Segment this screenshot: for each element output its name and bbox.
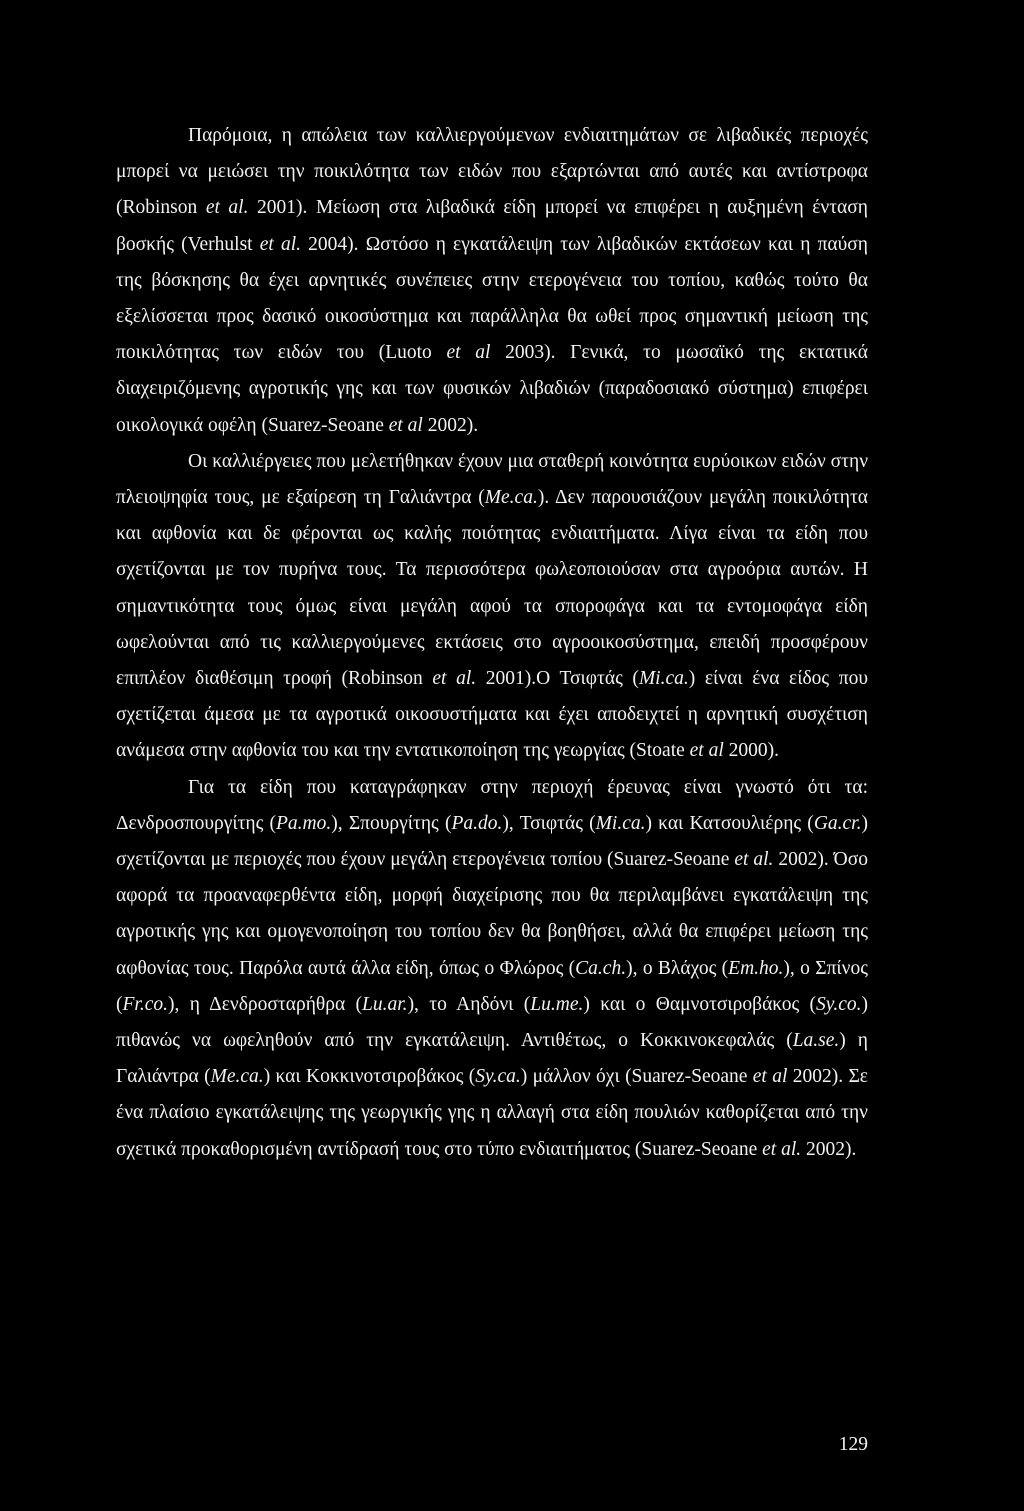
text-run: ) η Γαλιάντρα ( (116, 1030, 868, 1088)
citation-italic: et al. (432, 668, 477, 690)
citation-italic: et al. (205, 197, 249, 219)
text-run: ) μάλλον όχι (Suarez-Seoane (520, 1066, 753, 1088)
text-run: ) πιθανώς να ωφεληθούν από την εγκατάλειψη. Αντιθέτως, ο Κοκκινοκεφαλάς ( (116, 993, 868, 1052)
text-run: ), Σπουργίτης ( (331, 812, 452, 834)
text-run: ), ο Σπίνος ( (116, 957, 868, 1015)
text-run: 2002). Σε ένα πλαίσιο εγκατάλειψης της γεωργικής γης η αλλαγή στα είδη πουλιών καθορίζεται από την σχετικά προκαθορισμένη αντίδρασή τους στο τύπο ενδιαιτήματος (Suarez-Seoane (116, 1066, 868, 1160)
text-run: ) σχετίζονται με περιοχές που έχουν μεγάλη ετερογένεια τοπίου (Suarez-Seoane (116, 812, 868, 871)
citation-italic: et al (446, 342, 491, 364)
citation-italic: Sy.co. (816, 993, 862, 1015)
citation-italic: et al. (259, 233, 302, 255)
citation-italic: Fr.co. (122, 993, 168, 1015)
text-run: 2003). Γενικά, το μωσαϊκό της εκτατικά διαχειριζόμενης αγροτικής γης και των φυσικών λιβαδιών (παραδοσιακό σύστημα) επιφέρει οικολογικά οφέλη (Suarez-Seoane (116, 342, 868, 436)
citation-italic: Em.ho. (728, 957, 784, 979)
citation-italic: et al (752, 1066, 788, 1088)
citation-italic: Me.ca. (484, 487, 538, 509)
citation-italic: Sy.ca. (475, 1066, 521, 1088)
text-run: 2002). (422, 414, 479, 436)
citation-italic: La.se. (792, 1030, 840, 1052)
text-run: ), Τσιφτάς ( (502, 812, 596, 834)
paragraph-1 (116, 118, 868, 444)
citation-italic: et al. (762, 1138, 802, 1160)
citation-italic: et al. (734, 849, 774, 871)
text-run: ) είναι ένα είδος που σχετίζεται άμεσα με τα αγροτικά οικοσυστήματα και έχει αποδειχτεί η αρνητική συσχέτιση ανάμεσα στην αφθονία του και την εντατικοποίηση της γεωργίας (Stoate (116, 668, 868, 762)
text-run: 2001).Ο Τσιφτάς ( (476, 668, 639, 690)
citation-italic: Ca.ch. (575, 957, 627, 979)
text-run: ) και ο Θαμνοτσιροβάκος ( (583, 993, 817, 1015)
citation-italic: Mi.ca. (595, 812, 646, 834)
text-run: 2000). (723, 740, 780, 762)
text-run: ), το Αηδόνι ( (407, 993, 531, 1015)
citation-italic: Pa.mo. (276, 812, 332, 834)
citation-italic: Lu.me. (530, 993, 584, 1015)
text-run: 2004). Ωστόσο η εγκατάλειψη των λιβαδικών εκτάσεων και η παύση της βόσκησης θα έχει αρνητικές συνέπειες στην ετερογένεια του τοπίου, καθώς τούτο θα εξελίσσεται προς δασικό οικοσύστημα και παράλληλα θα ωθεί προς σημαντική μείωση της ποικιλότητας των ειδών του (Luoto (116, 233, 868, 364)
text-run: ), ο Βλάχος ( (626, 957, 729, 979)
paragraph-3 (116, 770, 868, 1168)
citation-italic: Lu.ar. (362, 993, 408, 1015)
body-text (116, 118, 868, 1168)
text-run: ) και Κατσουλιέρης ( (645, 812, 814, 834)
citation-italic: et al (689, 740, 724, 762)
text-run: Για τα είδη που καταγράφηκαν στην περιοχή έρευνας είναι γνωστό ότι τα: Δενδροσπουργίτης ( (116, 776, 868, 834)
text-run: ). Δεν παρουσιάζουν μεγάλη ποικιλότητα και αφθονία και δε φέρονται ως καλής ποιότητας ενδιαιτήματα. Λίγα είναι τα είδη που σχετίζονται με τον πυρήνα τους. Τα περισσότερα φωλεοποιούσαν στα αγροόρια αυτών. Η σημαντικότητα τους όμως είναι μεγάλη αφού τα σποροφάγα και τα εντομοφάγα είδη ωφελούνται από τις καλλιεργούμενες εκτάσεις στο αγροοικοσύστημα, επειδή προσφέρουν επιπλέον διαθέσιμη τροφή (Robinson (116, 487, 868, 690)
citation-italic: et al (388, 414, 423, 436)
text-run: 2002). (801, 1138, 857, 1160)
page-number: 129 (838, 1434, 868, 1455)
text-run: ) και Κοκκινοτσιροβάκος ( (263, 1066, 476, 1088)
citation-italic: Mi.ca. (638, 668, 689, 690)
text-run: 2001). Μείωση στα λιβαδικά είδη μπορεί να επιφέρει η αυξημένη ένταση βοσκής (Verhulst (116, 197, 868, 255)
text-run: 2002). Όσο αφορά τα προαναφερθέντα είδη, μορφή διαχείρισης που θα περιλαμβάνει εγκατάλειψη της αγροτικής γης και ομογενοποίηση του τοπίου δεν θα βοηθήσει, αλλά θα επιφέρει μείωση της αφθονίας τους. Παρόλα αυτά άλλα είδη, όπως ο Φλώρος ( (116, 849, 868, 979)
citation-italic: Ga.cr. (813, 812, 862, 834)
text-run: ), η Δενδροσταρήθρα ( (168, 993, 363, 1015)
text-run: Οι καλλιέργειες που μελετήθηκαν έχουν μια σταθερή κοινότητα ευρύοικων ειδών στην πλειοψηφία τους, με εξαίρεση τη Γαλιάντρα ( (116, 450, 869, 509)
paragraph-2 (116, 444, 868, 770)
citation-italic: Pa.do. (451, 812, 503, 834)
citation-italic: Me.ca. (210, 1066, 264, 1088)
text-run: Παρόμοια, η απώλεια των καλλιεργούμενων ενδιαιτημάτων σε λιβαδικές περιοχές μπορεί να μειώσει την ποικιλότητα των ειδών που εξαρτώνται από αυτές και αντίστροφα (Robinson (116, 125, 868, 219)
